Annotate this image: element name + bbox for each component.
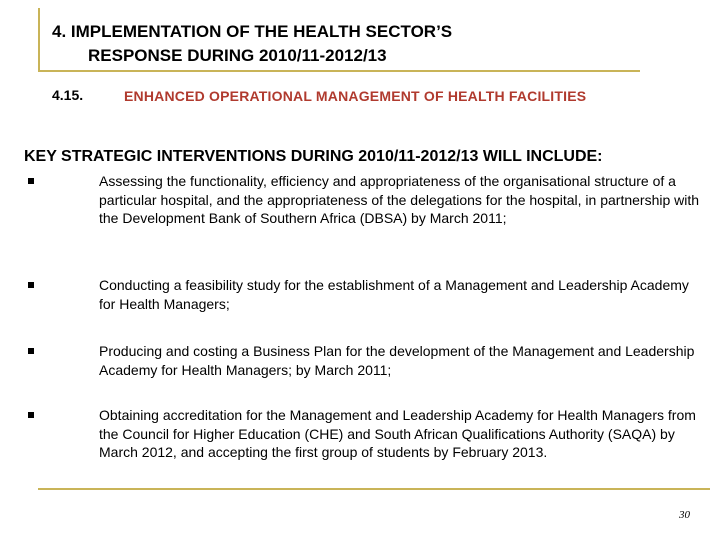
section-number: 4.15. <box>52 87 84 103</box>
page-number: 30 <box>679 509 690 521</box>
square-bullet-icon <box>28 348 34 354</box>
list-item-text: Obtaining accreditation for the Management and Leadership Academy for Health Managers from the Council for Higher Education (CHE) and South African Qualifications Authority (SAQA) by March 2012, and accepting the first group of students by February 2013. <box>99 407 696 460</box>
square-bullet-icon <box>28 282 34 288</box>
slide-title-line-2: RESPONSE DURING 2010/11-2012/13 <box>88 46 387 65</box>
list-item-text: Conducting a feasibility study for the establishment of a Management and Leadership Academy for Health Managers; <box>99 277 689 312</box>
footer-divider <box>38 488 710 490</box>
square-bullet-icon <box>28 178 34 184</box>
list-item-text: Assessing the functionality, efficiency and appropriateness of the organisational structure of a particular hospital, and the appropriateness of the delegations for the hospital, in partnership with the Development Bank of Southern Africa (DBSA) by March 2011; <box>99 173 700 226</box>
list-item-text: Producing and costing a Business Plan for the development of the Management and Leadership Academy for Health Managers; by March 2011; <box>99 343 695 378</box>
square-bullet-icon <box>28 412 34 418</box>
section-title: ENHANCED OPERATIONAL MANAGEMENT OF HEALTH FACILITIES <box>124 88 587 104</box>
slide-title-line-1: 4. IMPLEMENTATION OF THE HEALTH SECTOR’S <box>52 22 453 41</box>
key-interventions-heading: KEY STRATEGIC INTERVENTIONS DURING 2010/11-2012/13 WILL INCLUDE: <box>24 148 603 165</box>
